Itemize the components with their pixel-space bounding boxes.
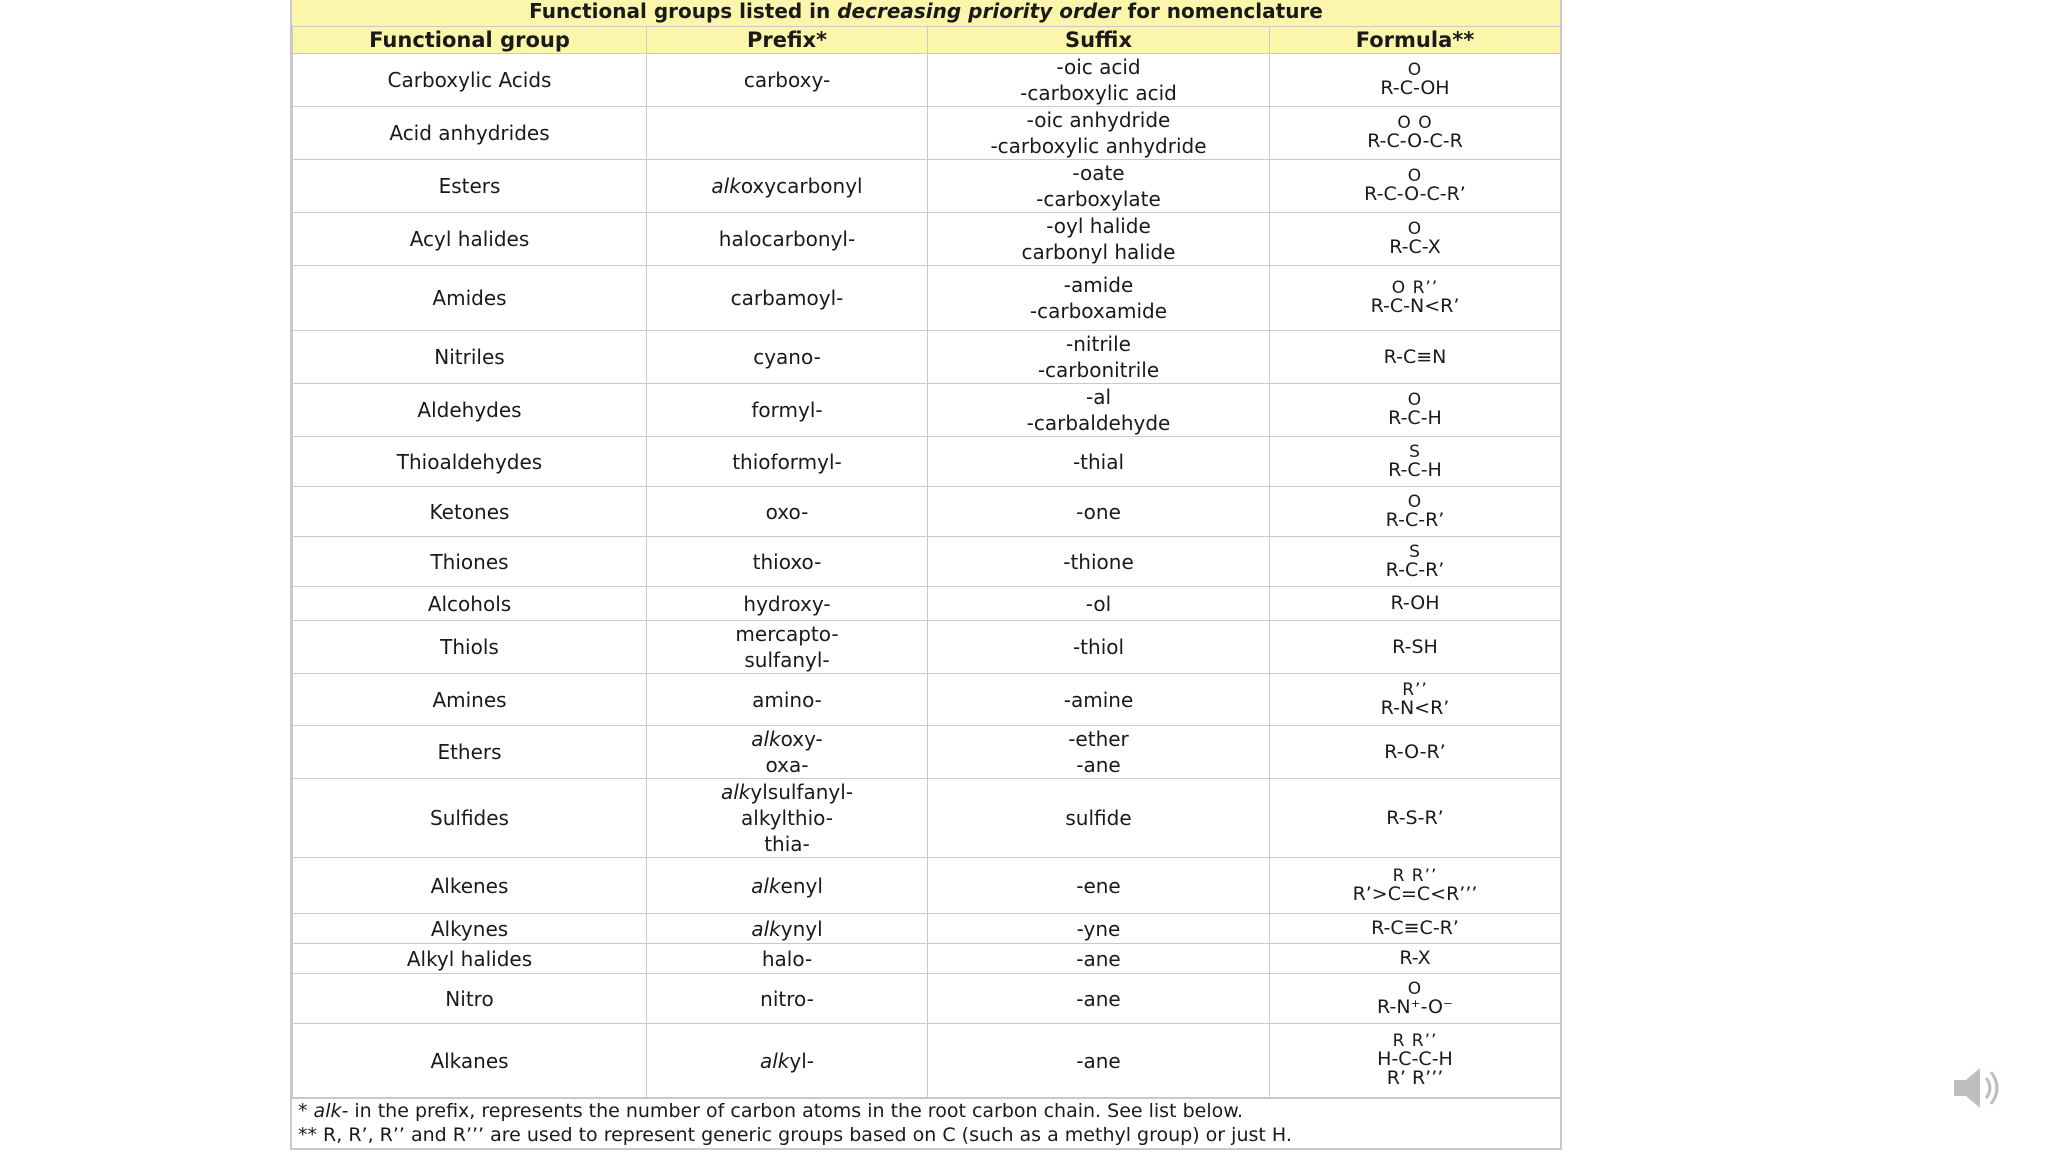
formula-text: R-C-R’ bbox=[1385, 508, 1445, 531]
footnote-mark: ** bbox=[298, 1124, 324, 1146]
prefix-text: ynyl bbox=[780, 916, 823, 941]
cell-suffix bbox=[928, 779, 1270, 858]
suffix-text: sulfide bbox=[1065, 806, 1132, 830]
group-text: Thioaldehydes bbox=[396, 449, 543, 474]
cell-formula bbox=[1270, 331, 1561, 384]
cell-suffix bbox=[928, 384, 1270, 437]
cell-prefix bbox=[647, 944, 928, 974]
group-text: Aldehydes bbox=[417, 398, 522, 422]
cell-formula bbox=[1270, 107, 1561, 160]
cell-formula bbox=[1270, 621, 1561, 674]
formula-top: O O bbox=[1397, 113, 1433, 133]
suffix-text: -ether -ane bbox=[1068, 727, 1129, 777]
prefix-italic: alk bbox=[711, 174, 741, 198]
table-row bbox=[293, 213, 1561, 266]
table-row bbox=[293, 54, 1561, 107]
formula-text: R-C≡C-R’ bbox=[1371, 917, 1459, 939]
suffix-text: -amide -carboxamide bbox=[1029, 273, 1168, 323]
cell-prefix bbox=[647, 621, 928, 674]
formula-text: R-C-N<R’ bbox=[1370, 295, 1460, 317]
prefix-italic: alk bbox=[751, 916, 781, 941]
table-title bbox=[292, 0, 1560, 27]
suffix-text: -thione bbox=[1063, 549, 1134, 574]
cell-suffix bbox=[928, 107, 1270, 160]
table-row bbox=[293, 779, 1561, 858]
formula-top: R R’’ bbox=[1392, 865, 1438, 886]
cell-functional-group bbox=[293, 1024, 647, 1098]
cell-functional-group bbox=[293, 726, 647, 779]
group-text: Thiones bbox=[430, 549, 509, 574]
formula-top: R R’’ bbox=[1392, 1031, 1438, 1051]
cell-formula bbox=[1270, 54, 1561, 107]
cell-prefix bbox=[647, 213, 928, 266]
formula-top: O R’’ bbox=[1391, 278, 1439, 298]
functional-groups-table bbox=[292, 27, 1561, 1098]
group-text: Sulfides bbox=[430, 806, 509, 830]
formula-text: R-C-O-C-R’ bbox=[1364, 183, 1466, 205]
prefix-text: halocarbonyl- bbox=[718, 227, 856, 251]
cell-prefix bbox=[647, 266, 928, 331]
cell-functional-group bbox=[293, 974, 647, 1024]
cell-prefix bbox=[647, 487, 928, 537]
prefix-text: amino- bbox=[752, 687, 822, 712]
cell-suffix bbox=[928, 974, 1270, 1024]
prefix-text: oxo- bbox=[765, 499, 809, 524]
prefix-text: carbamoyl- bbox=[730, 286, 844, 310]
cell-formula bbox=[1270, 914, 1561, 944]
prefix-italic: alk bbox=[751, 727, 781, 751]
formula-text: R-C-R’ bbox=[1385, 558, 1445, 581]
cell-suffix bbox=[928, 858, 1270, 914]
formula-text: R-C-H bbox=[1388, 407, 1442, 429]
cell-suffix bbox=[928, 160, 1270, 213]
suffix-text: -oate -carboxylate bbox=[1036, 161, 1161, 211]
prefix-text: ylsulfanyl- alkylthio- thia- bbox=[741, 780, 854, 856]
cell-formula bbox=[1270, 858, 1561, 914]
table-row bbox=[293, 437, 1561, 487]
formula-top: R’’ bbox=[1402, 679, 1428, 700]
cell-functional-group bbox=[293, 779, 647, 858]
formula-top: O bbox=[1407, 390, 1423, 410]
cell-formula bbox=[1270, 779, 1561, 858]
cell-formula bbox=[1270, 384, 1561, 437]
formula-text: R-X bbox=[1399, 947, 1431, 969]
cell-prefix bbox=[647, 779, 928, 858]
suffix-text: -oyl halide carbonyl halide bbox=[1021, 214, 1176, 264]
cell-functional-group bbox=[293, 537, 647, 587]
formula-text: R-N⁺-O⁻ bbox=[1377, 995, 1453, 1018]
table-row bbox=[293, 587, 1561, 621]
table-row bbox=[293, 1024, 1561, 1098]
footnote-1 bbox=[298, 1099, 1560, 1123]
group-text: Alkenes bbox=[430, 873, 509, 898]
suffix-text: -al -carbaldehyde bbox=[1026, 385, 1171, 435]
cell-prefix bbox=[647, 974, 928, 1024]
prefix-text: cyano- bbox=[753, 345, 821, 369]
formula-top: O bbox=[1407, 219, 1423, 239]
formula-text: R-C-OH bbox=[1380, 77, 1450, 99]
cell-formula bbox=[1270, 726, 1561, 779]
table-row bbox=[293, 107, 1561, 160]
cell-formula bbox=[1270, 944, 1561, 974]
prefix-text: nitro- bbox=[760, 986, 814, 1011]
cell-suffix bbox=[928, 537, 1270, 587]
cell-functional-group bbox=[293, 944, 647, 974]
cell-suffix bbox=[928, 944, 1270, 974]
header-prefix: Prefix* bbox=[647, 27, 928, 54]
cell-suffix bbox=[928, 54, 1270, 107]
suffix-text: -nitrile -carbonitrile bbox=[1037, 332, 1160, 382]
formula-top: O bbox=[1407, 978, 1423, 999]
cell-suffix bbox=[928, 266, 1270, 331]
table-row bbox=[293, 974, 1561, 1024]
footnote-italic: alk- bbox=[313, 1100, 349, 1122]
table-row bbox=[293, 487, 1561, 537]
title-part2: for nomenclature bbox=[1120, 0, 1323, 23]
group-text: Ethers bbox=[437, 740, 502, 764]
cell-prefix bbox=[647, 331, 928, 384]
formula-text: R-N<R’ bbox=[1380, 696, 1450, 719]
header-row bbox=[293, 27, 1561, 54]
cell-formula bbox=[1270, 437, 1561, 487]
header-suffix: Suffix bbox=[928, 27, 1270, 54]
cell-prefix bbox=[647, 587, 928, 621]
group-text: Carboxylic Acids bbox=[387, 68, 552, 92]
cell-prefix bbox=[647, 1024, 928, 1098]
cell-functional-group bbox=[293, 331, 647, 384]
cell-suffix bbox=[928, 726, 1270, 779]
group-text: Alkanes bbox=[430, 1048, 509, 1073]
formula-top: S bbox=[1409, 441, 1421, 462]
cell-suffix bbox=[928, 1024, 1270, 1098]
cell-prefix bbox=[647, 674, 928, 726]
formula-text: R-S-R’ bbox=[1386, 806, 1444, 829]
prefix-italic: alk bbox=[751, 873, 781, 898]
table-row bbox=[293, 914, 1561, 944]
group-text: Thiols bbox=[440, 635, 499, 659]
prefix-italic: alk bbox=[720, 780, 751, 804]
prefix-text: carboxy- bbox=[743, 68, 831, 92]
cell-functional-group bbox=[293, 914, 647, 944]
suffix-text: -amine bbox=[1063, 687, 1134, 712]
cell-formula bbox=[1270, 974, 1561, 1024]
table-row bbox=[293, 160, 1561, 213]
suffix-text: -oic acid -carboxylic acid bbox=[1020, 55, 1177, 105]
prefix-text: thioxo- bbox=[752, 549, 822, 574]
footnote-2 bbox=[298, 1123, 1560, 1147]
cell-functional-group bbox=[293, 266, 647, 331]
group-text: Acid anhydrides bbox=[389, 121, 550, 145]
cell-functional-group bbox=[293, 107, 647, 160]
cell-formula bbox=[1270, 537, 1561, 587]
group-text: Alkynes bbox=[430, 916, 509, 941]
formula-text: R-C-X bbox=[1389, 236, 1441, 258]
cell-prefix bbox=[647, 160, 928, 213]
cell-prefix bbox=[647, 437, 928, 487]
cell-formula bbox=[1270, 266, 1561, 331]
cell-functional-group bbox=[293, 487, 647, 537]
cell-formula bbox=[1270, 674, 1561, 726]
speaker-icon[interactable] bbox=[1950, 1060, 2006, 1116]
suffix-text: -thial bbox=[1072, 449, 1125, 474]
suffix-text: -ane bbox=[1076, 986, 1121, 1011]
header-formula: Formula** bbox=[1270, 27, 1561, 54]
suffix-text: -thiol bbox=[1072, 635, 1125, 659]
cell-functional-group bbox=[293, 384, 647, 437]
table-body bbox=[293, 54, 1561, 1098]
prefix-text: thioformyl- bbox=[732, 449, 842, 474]
prefix-text: mercapto- sulfanyl- bbox=[735, 622, 839, 672]
group-text: Nitro bbox=[445, 986, 494, 1011]
footnote-text: in the prefix, represents the number of carbon atoms in the root carbon chain. See list below. bbox=[348, 1100, 1244, 1122]
table-row bbox=[293, 384, 1561, 437]
formula-top: O bbox=[1407, 60, 1423, 80]
cell-formula bbox=[1270, 1024, 1561, 1098]
cell-prefix bbox=[647, 54, 928, 107]
footnote-text: R, R’, R’’ and R’’’ are used to represent generic groups based on C (such as a methyl group) or just H. bbox=[323, 1124, 1292, 1146]
formula-text: R-C-H bbox=[1388, 458, 1442, 481]
cell-suffix bbox=[928, 621, 1270, 674]
cell-functional-group bbox=[293, 858, 647, 914]
cell-functional-group bbox=[293, 621, 647, 674]
cell-prefix bbox=[647, 384, 928, 437]
cell-functional-group bbox=[293, 437, 647, 487]
suffix-text: -one bbox=[1076, 499, 1121, 524]
prefix-italic: alk bbox=[759, 1048, 790, 1073]
table-row bbox=[293, 674, 1561, 726]
cell-prefix bbox=[647, 107, 928, 160]
formula-text: H-C-C-H R’ R’’’ bbox=[1377, 1048, 1453, 1089]
formula-top: O bbox=[1407, 166, 1423, 186]
footnotes bbox=[292, 1098, 1560, 1147]
cell-functional-group bbox=[293, 54, 647, 107]
group-text: Nitriles bbox=[434, 345, 505, 369]
cell-functional-group bbox=[293, 674, 647, 726]
table-row bbox=[293, 266, 1561, 331]
formula-text: R’>C=C<R’’’ bbox=[1352, 882, 1478, 905]
table-row bbox=[293, 331, 1561, 384]
suffix-text: -oic anhydride -carboxylic anhydride bbox=[990, 108, 1207, 158]
table-row bbox=[293, 944, 1561, 974]
cell-prefix bbox=[647, 914, 928, 944]
cell-functional-group bbox=[293, 160, 647, 213]
formula-top: O bbox=[1407, 491, 1423, 512]
table-row bbox=[293, 858, 1561, 914]
prefix-text: hydroxy- bbox=[743, 591, 831, 616]
cell-formula bbox=[1270, 160, 1561, 213]
formula-text: R-OH bbox=[1390, 592, 1440, 614]
suffix-text: -ene bbox=[1076, 873, 1121, 898]
cell-formula bbox=[1270, 487, 1561, 537]
cell-prefix bbox=[647, 726, 928, 779]
suffix-text: -yne bbox=[1076, 916, 1121, 941]
title-emphasis: decreasing priority order bbox=[837, 0, 1121, 23]
prefix-text: oxycarbonyl bbox=[740, 174, 863, 198]
cell-suffix bbox=[928, 213, 1270, 266]
suffix-text: -ane bbox=[1076, 1048, 1121, 1073]
cell-formula bbox=[1270, 587, 1561, 621]
table-row bbox=[293, 621, 1561, 674]
cell-suffix bbox=[928, 331, 1270, 384]
formula-text: R-SH bbox=[1392, 635, 1438, 658]
group-text: Esters bbox=[438, 174, 501, 198]
title-part1: Functional groups listed in bbox=[529, 0, 838, 23]
formula-text: R-C≡N bbox=[1383, 345, 1447, 368]
formula-text: R-C-O-C-R bbox=[1367, 130, 1463, 152]
prefix-text: yl- bbox=[789, 1048, 814, 1073]
group-text: Alcohols bbox=[427, 591, 512, 616]
cell-suffix bbox=[928, 914, 1270, 944]
group-text: Amides bbox=[432, 286, 507, 310]
table-row bbox=[293, 537, 1561, 587]
formula-top: S bbox=[1409, 541, 1421, 562]
prefix-text: halo- bbox=[761, 946, 813, 971]
prefix-text: formyl- bbox=[751, 398, 823, 422]
group-text: Acyl halides bbox=[409, 227, 530, 251]
formula-text: R-O-R’ bbox=[1384, 740, 1446, 763]
cell-functional-group bbox=[293, 213, 647, 266]
header-functional-group: Functional group bbox=[293, 27, 647, 54]
cell-formula bbox=[1270, 213, 1561, 266]
cell-suffix bbox=[928, 487, 1270, 537]
cell-functional-group bbox=[293, 587, 647, 621]
cell-prefix bbox=[647, 858, 928, 914]
functional-groups-table-document bbox=[290, 0, 1562, 1150]
prefix-text: oxy- oxa- bbox=[765, 727, 823, 777]
table-row bbox=[293, 726, 1561, 779]
group-text: Alkyl halides bbox=[406, 946, 533, 971]
group-text: Amines bbox=[432, 687, 507, 712]
footnote-mark: * bbox=[298, 1100, 314, 1122]
cell-suffix bbox=[928, 674, 1270, 726]
suffix-text: -ane bbox=[1076, 946, 1121, 971]
cell-suffix bbox=[928, 587, 1270, 621]
prefix-text: enyl bbox=[780, 873, 823, 898]
suffix-text: -ol bbox=[1085, 591, 1112, 616]
cell-suffix bbox=[928, 437, 1270, 487]
cell-prefix bbox=[647, 537, 928, 587]
group-text: Ketones bbox=[429, 499, 510, 524]
